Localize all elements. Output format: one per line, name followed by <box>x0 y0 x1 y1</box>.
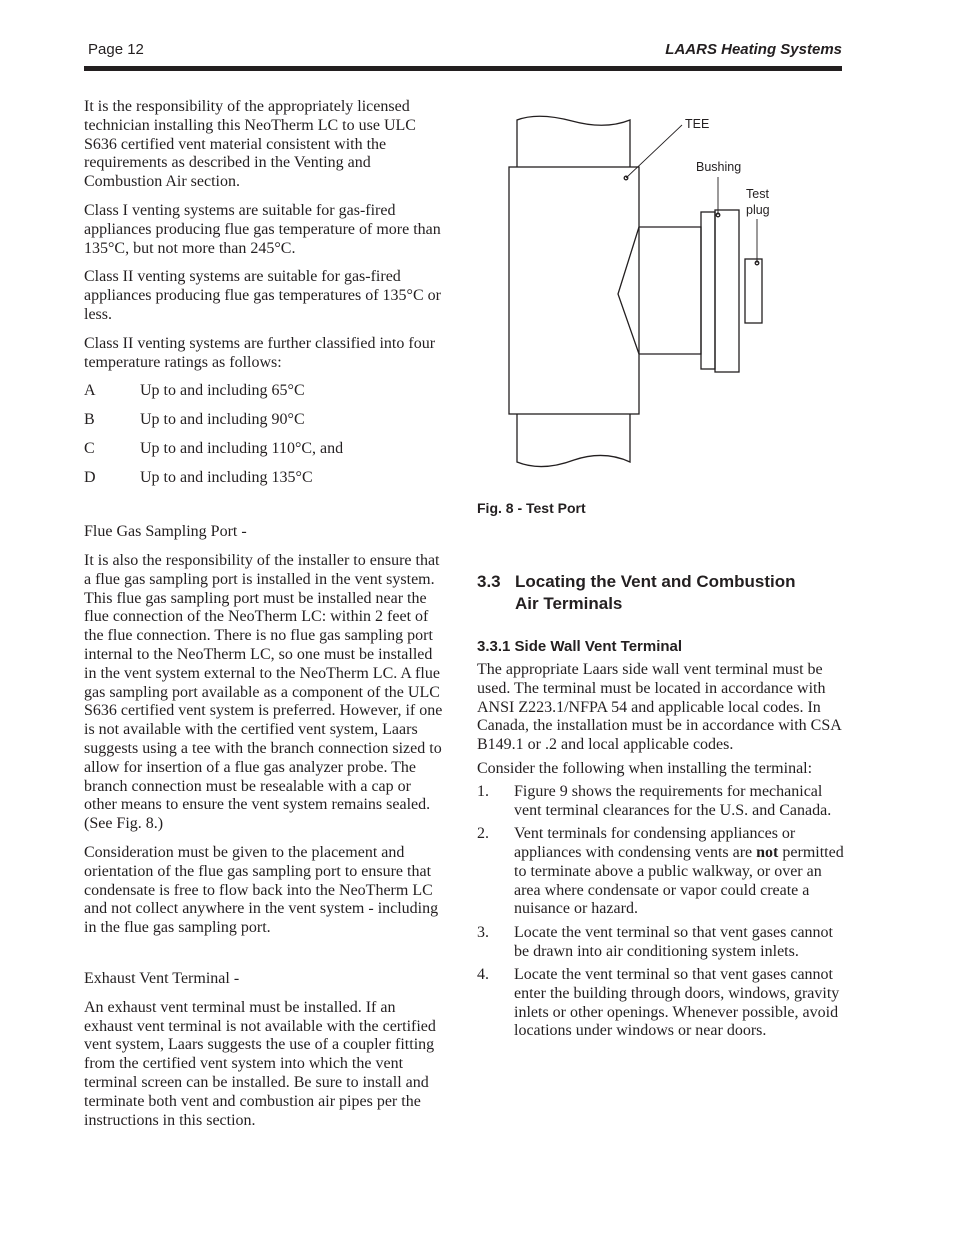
branch-inner-cone <box>618 227 639 354</box>
intro-paragraph: It is the responsibility of the appropriately licensed technician installing this NeoTherm LC to use ULC S636 certified vent material consistent with the requirements as described in the Venting and Combustion Air section. <box>84 98 416 191</box>
class-ii-ratings-intro: Class II venting systems are further classified into four temperature ratings as follows: <box>84 334 436 371</box>
tee-label: TEE <box>685 117 710 131</box>
emphasis-not: not <box>756 843 779 861</box>
list-item <box>477 825 845 919</box>
list-number: 3. <box>477 923 489 941</box>
rating-text: Up to and including 110°C, and <box>140 440 344 458</box>
test-plug <box>745 259 762 323</box>
tee-branch <box>639 227 701 354</box>
list-number: 2. <box>477 825 489 843</box>
rating-text: Up to and including 65°C <box>140 382 305 400</box>
brand-title: LAARS Heating Systems <box>665 41 842 58</box>
bushing-flange <box>715 210 739 372</box>
right-column <box>477 661 845 1046</box>
exhaust-terminal-heading: Exhaust Vent Terminal - <box>84 970 240 988</box>
rating-text: Up to and including 135°C <box>140 469 313 487</box>
bottom-pipe <box>517 414 630 467</box>
section-title-line2: Air Terminals <box>515 594 623 613</box>
bushing <box>701 212 715 369</box>
list-item <box>477 783 845 821</box>
sampling-port-paragraph: It is also the responsibility of the installer to ensure that a flue gas sampling port is installed in the vent system. This flue gas sampling port must be installed near the flue connection of the NeoTherm LC: within 2 feet of the flue connection. There is no flue gas sampling port internal to the NeoTherm LC, so one must be installed in the vent system external to the NeoTherm LC. A flue gas sampling port available as a component of the ULC S636 certified vent system is preferred. However, if one is not available with the certified vent system, Laars suggests using a tee with the branch connection sized to allow for insertion of a flue gas analyzer probe. The branch connection must be resealable with a cap or other means to ensure the vent system remains sealed. (See Fig. 8.) <box>84 552 443 833</box>
exhaust-terminal-paragraph: An exhaust vent terminal must be installed. If an exhaust vent terminal is not available with the certified vent system, Laars suggests the use of a coupler fitting from the certified vent system into which the vent terminal screen can be installed. Be sure to install and terminate both vent and combustion air pipes per the instructions in this section. <box>84 998 436 1129</box>
rating-row <box>84 440 446 459</box>
figure-caption: Fig. 8 - Test Port <box>477 500 586 516</box>
top-pipe <box>517 116 630 167</box>
rating-key: B <box>84 411 95 429</box>
rating-row <box>84 411 446 430</box>
list-text: Figure 9 shows the requirements for mechanical vent terminal clearances for the U.S. and Canada. <box>514 782 832 819</box>
list-number: 1. <box>477 782 489 800</box>
subsection-heading: 3.3.1 Side Wall Vent Terminal <box>477 638 683 655</box>
list-text: Locate the vent terminal so that vent gases cannot be drawn into air conditioning system inlets. <box>514 923 833 960</box>
rating-key: A <box>84 382 96 400</box>
list-item <box>477 966 845 1041</box>
section-heading <box>477 571 796 615</box>
section-title-line1: Locating the Vent and Combustion <box>515 572 796 591</box>
left-column <box>84 98 446 1140</box>
rating-row <box>84 469 446 488</box>
bushing-label: Bushing <box>696 160 742 174</box>
condensate-paragraph: Consideration must be given to the placement and orientation of the flue gas sampling port to ensure that condensate is free to flow back into the NeoTherm LC and not collect anywhere in the vent system - including in the flue gas sampling port. <box>84 844 439 937</box>
rating-key: C <box>84 440 95 458</box>
list-item <box>477 924 845 962</box>
list-text: Vent terminals for condensing appliances or appliances with condensing vents are not permitted to terminate above a public walkway, or over an area where condensate or vapor could create a nuisance or hazard. <box>514 825 844 918</box>
class-ii-paragraph: Class II venting systems are suitable for gas-fired appliances producing flue gas temperatures of 135°C or less. <box>84 268 441 323</box>
header-rule <box>84 66 842 71</box>
rating-row <box>84 382 446 401</box>
rating-text: Up to and including 90°C <box>140 411 305 429</box>
plug-label: plug <box>746 203 770 217</box>
test-label: Test <box>746 187 769 201</box>
rating-key: D <box>84 469 96 487</box>
class-i-paragraph: Class I venting systems are suitable for gas-fired appliances producing flue gas temperature of more than 135°C, but not more than 245°C. <box>84 201 441 257</box>
consider-paragraph: Consider the following when installing the terminal: <box>477 759 813 777</box>
tee-diagram <box>500 112 790 477</box>
section-number: 3.3 <box>477 572 501 591</box>
list-text: Locate the vent terminal so that vent gases cannot enter the building through doors, windows, gravity inlets or other openings. Whenever possible, avoid locations under windows or near doors. <box>514 965 840 1040</box>
terminal-intro-paragraph: The appropriate Laars side wall vent terminal must be used. The terminal must be located in accordance with ANSI Z223.1/NFPA 54 and applicable local codes. In Canada, the installation must be in accordance with CSA B149.1 or .2 and local applicable codes. <box>477 661 841 754</box>
page-number: Page 12 <box>88 41 144 58</box>
list-number: 4. <box>477 965 489 983</box>
tee-leader <box>626 125 682 178</box>
test-port-figure <box>500 112 790 477</box>
sampling-port-heading: Flue Gas Sampling Port - <box>84 523 247 541</box>
